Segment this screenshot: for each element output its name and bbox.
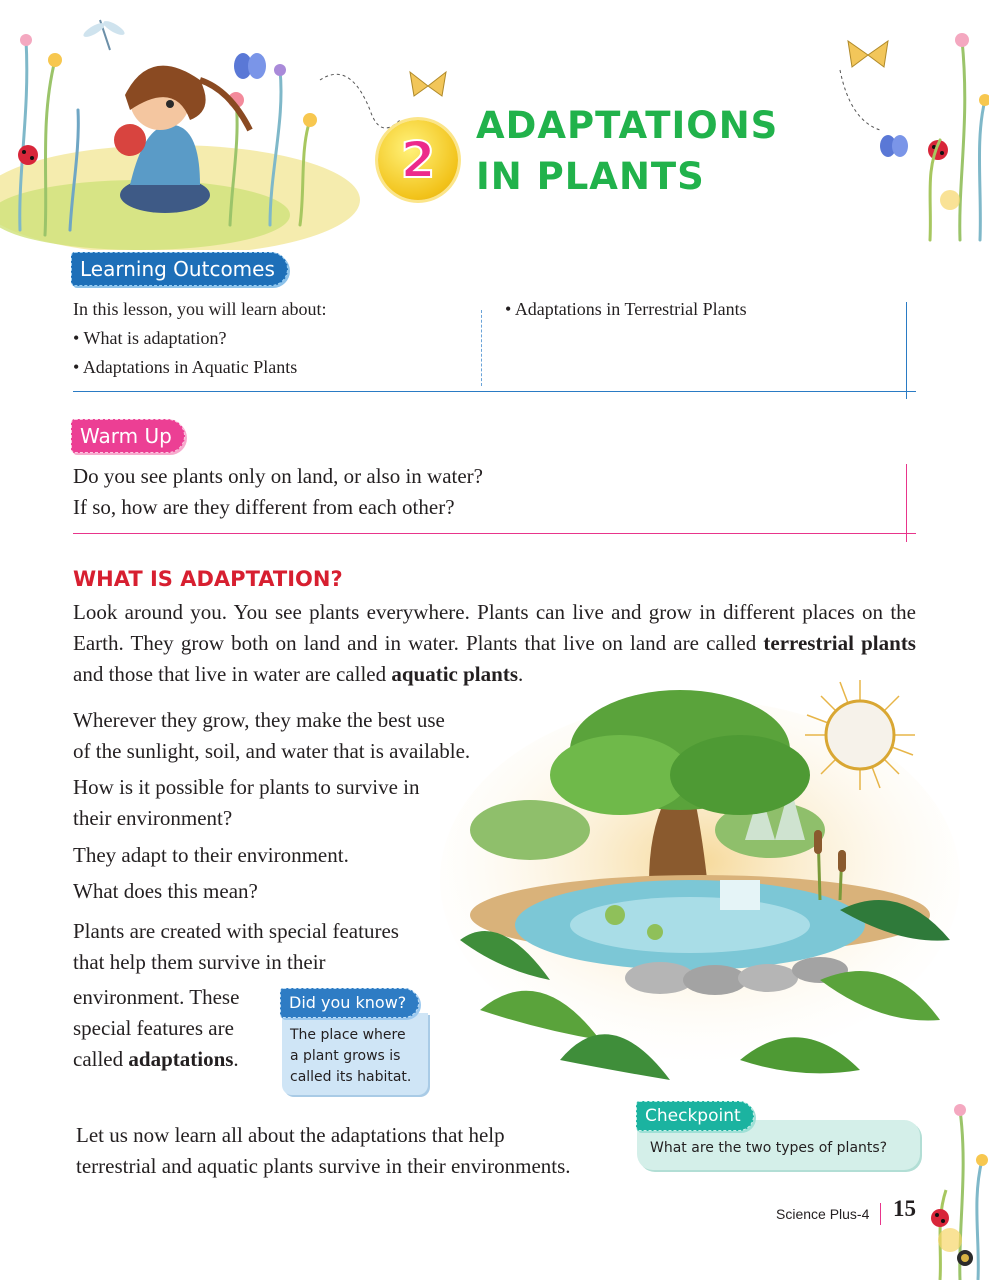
did-you-know-line: a plant grows is [290, 1048, 401, 1064]
body-line [73, 1044, 239, 1075]
learning-outcome-item-text: Adaptations in Terrestrial Plants [514, 299, 747, 319]
butterfly-icon [410, 72, 446, 96]
footer-divider [880, 1203, 881, 1225]
chapter-title [476, 100, 778, 202]
checkpoint-tag: Checkpoint [636, 1101, 754, 1131]
closing-line-1: Let us now learn all about the adaptations that help [76, 1123, 505, 1147]
butterfly-icon [880, 135, 908, 157]
outcomes-bottom-rule [73, 391, 916, 392]
butterfly-icon [234, 53, 266, 79]
body-line: environment. These [73, 985, 240, 1009]
footer-book-title: Science Plus-4 [776, 1206, 870, 1222]
checkpoint-question: What are the two types of plants? [650, 1140, 888, 1156]
term-adaptations: adaptations [128, 1047, 234, 1071]
did-you-know-tag: Did you know? [280, 988, 419, 1018]
body-line: special features are [73, 1016, 234, 1040]
body-line: Wherever they grow, they make the best use [73, 708, 445, 732]
body-line: They adapt to their environment. [73, 843, 349, 867]
body-line: their environment? [73, 806, 233, 830]
ladybug-icon [931, 1209, 949, 1227]
warm-up-tag: Warm Up [71, 419, 185, 453]
closing-line-2: terrestrial and aquatic plants survive in their environments. [76, 1154, 571, 1178]
outcomes-side-rule [906, 302, 907, 399]
learning-outcomes-intro: In this lesson, you will learn about: [73, 299, 327, 319]
section-heading: WHAT IS ADAPTATION? [73, 567, 343, 591]
term-terrestrial-plants: terrestrial plants [763, 631, 916, 655]
did-you-know-line: The place where [290, 1027, 406, 1043]
body-line: How is it possible for plants to survive in [73, 775, 420, 799]
butterfly-trail [320, 74, 400, 128]
body-line-text: . [233, 1047, 239, 1071]
dragonfly-icon [82, 19, 127, 50]
term-aquatic-plants: aquatic plants [391, 662, 518, 686]
body-line: that help them survive in their [73, 950, 326, 974]
chapter-number: 2 [400, 131, 436, 189]
body-line-text: called [73, 1047, 129, 1071]
chapter-title-line1: ADAPTATIONS [476, 104, 779, 147]
body-line: Plants are created with special features [73, 919, 399, 943]
page-number: 15 [893, 1196, 916, 1221]
ladybug-icon [18, 145, 38, 165]
intro-text: Look around you. You see plants everywhere. Plants can live and grow in different places on the Earth. They grow both on land and in water. Plants that live on land are called [73, 600, 916, 655]
learning-outcome-item-text: Adaptations in Aquatic Plants [82, 357, 298, 377]
warm-up-question-1: Do you see plants only on land, or also in water? [73, 464, 483, 488]
learning-outcome-item: • What is adaptation? [73, 328, 227, 348]
learning-outcome-item-text: What is adaptation? [83, 328, 227, 348]
warm-up-question-2: If so, how are they different from each other? [73, 495, 455, 519]
ladybug-icon [957, 1250, 973, 1266]
flower-border-right [930, 33, 989, 240]
learning-outcome-item: • Adaptations in Aquatic Plants [73, 357, 298, 377]
butterfly-trail [840, 70, 880, 130]
butterfly-icon [848, 41, 888, 67]
body-line: of the sunlight, soil, and water that is available. [73, 739, 471, 763]
intro-text: and those that live in water are called [73, 662, 392, 686]
intro-paragraph [73, 597, 916, 690]
warm-up-bottom-rule [73, 533, 916, 534]
learning-outcomes-tag: Learning Outcomes [71, 252, 288, 286]
did-you-know-text [290, 1025, 426, 1088]
flower-border-bottom [920, 1100, 989, 1280]
column-divider [481, 310, 482, 386]
learning-outcome-item: • Adaptations in Terrestrial Plants [505, 299, 747, 319]
warm-up-side-rule [906, 464, 907, 542]
chapter-title-line2: IN PLANTS [476, 155, 705, 198]
intro-text: . [518, 662, 524, 686]
chapter-badge [378, 120, 458, 200]
body-line: What does this mean? [73, 879, 258, 903]
did-you-know-line: called its habitat. [290, 1069, 412, 1085]
sun-icon [805, 680, 915, 790]
pond-scene-illustration [440, 680, 960, 1100]
